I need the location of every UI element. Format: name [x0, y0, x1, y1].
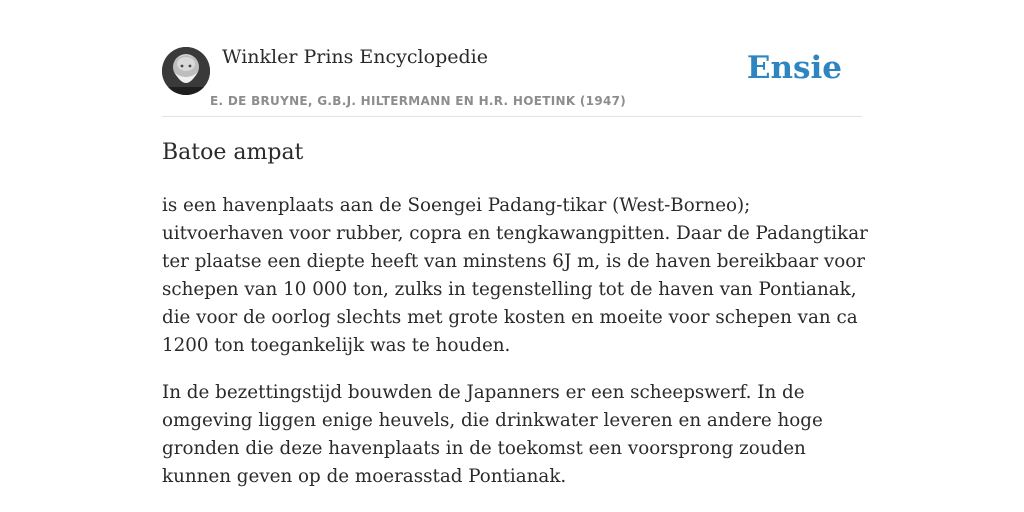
brand-logo[interactable]: Ensie — [746, 50, 842, 86]
entry-body — [162, 192, 872, 510]
portrait-icon — [162, 47, 210, 95]
author-avatar[interactable] — [162, 47, 210, 95]
entry-title: Batoe ampat — [162, 140, 304, 165]
authors-line: E. DE BRUYNE, G.B.J. HILTERMANN EN H.R. HOETINK (1947) — [210, 94, 627, 108]
paragraph: In de bezettingstijd bouwden de Japanners er een scheepswerf. In de omgeving liggen enige heuvels, die drinkwater leveren en andere hoge gronden die deze havenplaats in de toekomst een voorsprong zouden kunnen geven op de moerasstad Pontianak. — [162, 382, 823, 487]
book-title[interactable]: Winkler Prins Encyclopedie — [222, 46, 488, 68]
header — [162, 44, 862, 117]
paragraph: is een havenplaats aan de Soengei Padang-tikar (West-Borneo); uitvoerhaven voor rubber, copra en tengkawangpitten. Daar de Padangtikar ter plaatse een diepte heeft van minstens 6J m, is de haven bereikbaar voor schepen van 10 000 ton, zulks in tegenstelling tot de haven van Pontianak, die voor de oorlog slechts met grote kosten en moeite voor schepen van ca 1200 ton toegankelijk was te houden. — [162, 195, 868, 356]
